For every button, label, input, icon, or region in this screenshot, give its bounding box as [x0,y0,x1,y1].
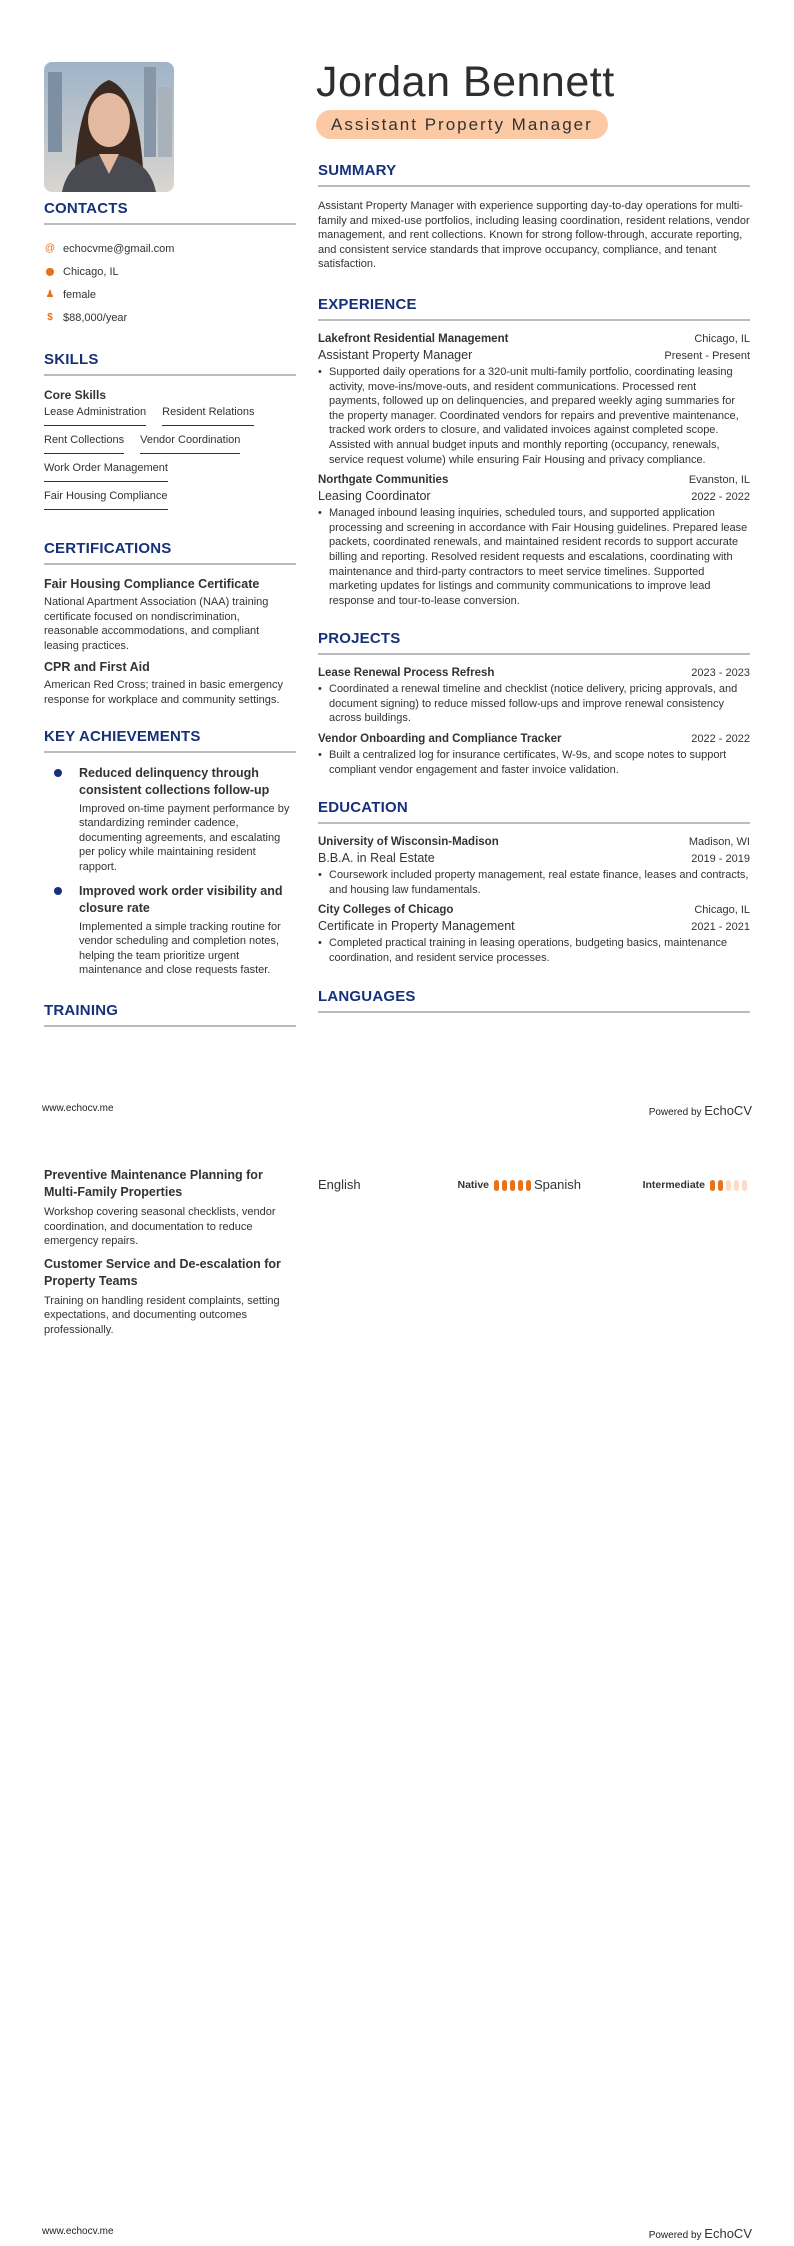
bullet-dot-icon [54,769,62,777]
training-title: Preventive Maintenance Planning for Multi-Family Properties [44,1168,263,1199]
project-dates: 2023 - 2023 [691,667,750,680]
experience-item [318,474,750,608]
person-icon: ♟ [45,289,55,300]
echocv-logo: EchoCV [704,1103,752,1118]
degree: B.B.A. in Real Estate [318,851,435,866]
project-item [318,667,750,726]
achievements-section [44,728,296,978]
job-location: Chicago, IL [694,332,750,345]
skill-tags [44,406,296,518]
certifications-section [44,540,296,708]
education-bullet: • Completed practical training in leasing operations, budgeting basics, maintenance coordination, and resident service processes. [318,936,750,965]
rating-pip-icon [718,1180,723,1191]
section-heading: SUMMARY [318,162,750,187]
certification-title: CPR and First Aid [44,660,150,675]
dollar-coin-icon: $ [47,312,53,323]
skill-tag: Resident Relations [162,406,254,426]
section-heading: EXPERIENCE [318,296,750,321]
achievement-title: Improved work order visibility and closure rate [79,883,283,915]
section-heading: CERTIFICATIONS [44,540,296,565]
section-heading: LANGUAGES [318,988,750,1013]
skill-tag: Work Order Management [44,462,168,482]
projects-section [318,630,750,777]
language-name: Spanish [534,1177,581,1192]
footer-website-link[interactable]: www.echocv.me [42,1103,114,1114]
school-location: Chicago, IL [694,904,750,917]
at-icon: @ [44,243,56,254]
language-rating [710,1177,750,1192]
candidate-name: Jordan Bennett [316,58,615,106]
section-heading: KEY ACHIEVEMENTS [44,728,296,753]
project-bullet: • Built a centralized log for insurance certificates, W-9s, and scope notes to support compliant vendor engagement and faster invoice validation. [318,748,750,777]
summary-section [318,162,750,272]
language-item [318,1177,534,1192]
page-2 [0,1123,794,2246]
education-item [318,836,750,897]
certification-desc: American Red Cross; trained in basic emergency response for workplace and community settings. [44,679,284,706]
contact-value: Chicago, IL [63,265,119,278]
training-item [44,1167,296,1249]
rating-pip-icon [502,1180,507,1191]
contacts-section [44,200,296,329]
contact-value: echocvme@gmail.com [63,242,175,255]
right-column [318,1177,750,1192]
skills-section [44,351,296,518]
section-heading: CONTACTS [44,200,296,225]
certification-desc: National Apartment Association (NAA) training certificate focused on nondiscrimination, reasonable accommodations, and compliant leasing practices. [44,596,269,652]
project-title: Lease Renewal Process Refresh [318,667,495,680]
contact-value: female [63,288,97,301]
language-item [534,1177,750,1192]
education-section [318,799,750,965]
job-title-badge: Assistant Property Manager [316,110,608,139]
rating-pip-icon [526,1180,531,1191]
school-name: City Colleges of Chicago [318,904,454,917]
location-pin-icon: ⬤ [45,267,55,276]
certification-title: Fair Housing Compliance Certificate [44,577,260,591]
rating-pip-icon [494,1180,499,1191]
rating-pip-icon [742,1180,747,1191]
rating-pip-icon [518,1180,523,1191]
rating-pip-icon [734,1180,739,1191]
certification-item [44,577,296,653]
job-bullet: • Managed inbound leasing inquiries, scheduled tours, and supported application processing and screening in accordance with Fair Housing guidelines. Prepared lease packets, coordinated renewals, and maintained resident records to support accurate billing and reporting. Resolved resident requests and escalations, coordinating with maintenance and third-party contractors to meet service timelines. Supported marketing updates for listings and community communications to improve lead response and tour-to-lease conversion. [318,506,750,608]
languages-list [318,1177,750,1192]
skill-tag: Lease Administration [44,406,146,426]
school-location: Madison, WI [688,836,750,849]
training-title: Customer Service and De-escalation for Property Teams [44,1256,281,1288]
skill-group-title: Core Skills [44,388,107,402]
contact-location [44,260,296,283]
contact-value: $88,000/year [63,311,128,324]
left-column [44,1167,296,1345]
right-column [318,162,750,1025]
powered-by-label: Powered by [648,1107,705,1118]
training-section [44,1002,296,1027]
echocv-logo: EchoCV [704,2226,752,2241]
job-location: Evanston, IL [688,474,750,487]
section-heading: PROJECTS [318,630,750,655]
education-item [318,904,750,965]
rating-pip-icon [726,1180,731,1191]
experience-section [318,296,750,608]
language-level: Native [457,1178,489,1191]
achievement-item [44,765,296,875]
footer-powered-by[interactable] [649,2226,752,2241]
language-level: Intermediate [642,1178,705,1191]
powered-by-label: Powered by [648,2230,705,2241]
job-dates: 2022 - 2022 [691,491,750,504]
language-rating [494,1177,534,1192]
project-title: Vendor Onboarding and Compliance Tracker [318,733,562,746]
job-bullet: • Supported daily operations for a 320-unit multi-family portfolio, coordinating leasing activity, move-ins/move-outs, and resident communications. Processed rent payments, followed up on delinquencies, and prepared weekly aging summaries for the property manager. Coordinated vendors for repairs and preventive maintenance, tracked work orders to closure, and validated invoices against completed scope. Assisted with annual budget inputs and monthly reporting (occupancy, renewals, service request volume) while ensuring Fair Housing and privacy compliance. [318,365,750,467]
training-item [44,1256,296,1338]
footer-powered-by[interactable] [649,1103,752,1118]
project-dates: 2022 - 2022 [691,733,750,746]
languages-section [318,988,750,1013]
contact-gender [44,283,296,306]
contact-email[interactable] [44,237,296,260]
skill-tag: Vendor Coordination [140,434,240,454]
job-dates: Present - Present [664,349,750,362]
left-column [44,200,296,1039]
education-dates: 2021 - 2021 [691,921,750,934]
rating-pip-icon [710,1180,715,1191]
company-name: Lakefront Residential Management [318,332,509,345]
language-name: English [318,1177,361,1192]
project-item [318,733,750,777]
section-heading: EDUCATION [318,799,750,824]
job-role: Leasing Coordinator [318,489,431,504]
achievement-item [44,883,296,978]
section-heading: SKILLS [44,351,296,376]
contact-salary [44,306,296,329]
school-name: University of Wisconsin-Madison [318,836,499,849]
job-role: Assistant Property Manager [318,347,473,362]
project-bullet: • Coordinated a renewal timeline and checklist (notice delivery, pricing approvals, and document signing) to reduce missed follow-ups and improve renewal consistency across buildings. [318,682,750,726]
achievement-desc: Improved on-time payment performance by standardizing reminder cadence, documenting agreements, and escalating per policy while maintaining resident rapport. [79,802,290,873]
achievement-desc: Implemented a simple tracking routine for vendor scheduling and completion notes, helping the team prioritize urgent maintenance and close requests faster. [79,920,281,977]
bullet-dot-icon [54,887,62,895]
degree: Certificate in Property Management [318,919,515,934]
rating-pip-icon [510,1180,515,1191]
experience-item [318,333,750,467]
profile-photo [44,62,174,192]
company-name: Northgate Communities [318,474,449,487]
education-dates: 2019 - 2019 [691,853,750,866]
achievement-title: Reduced delinquency through consistent collections follow-up [79,765,270,797]
summary-text: Assistant Property Manager with experience supporting day-to-day operations for multi-family and mixed-use portfolios, including leasing coordination, resident relations, vendor management, and rent collections. Known for strong follow-through, accurate reporting, and consistent service standards that improve occupancy, compliance, and tenant satisfaction. [318,200,750,271]
certification-item [44,660,296,707]
footer-website-link[interactable]: www.echocv.me [42,2226,114,2237]
skill-tag: Rent Collections [44,434,124,454]
section-heading: TRAINING [44,1002,296,1027]
skill-tag: Fair Housing Compliance [44,490,168,510]
training-desc: Workshop covering seasonal checklists, vendor coordination, and documentation to reduce emergency repairs. [44,1206,276,1248]
education-bullet: • Coursework included property management, real estate finance, leases and contracts, and housing law fundamentals. [318,868,750,897]
training-desc: Training on handling resident complaints, setting expectations, and documenting outcomes professionally. [44,1294,280,1336]
